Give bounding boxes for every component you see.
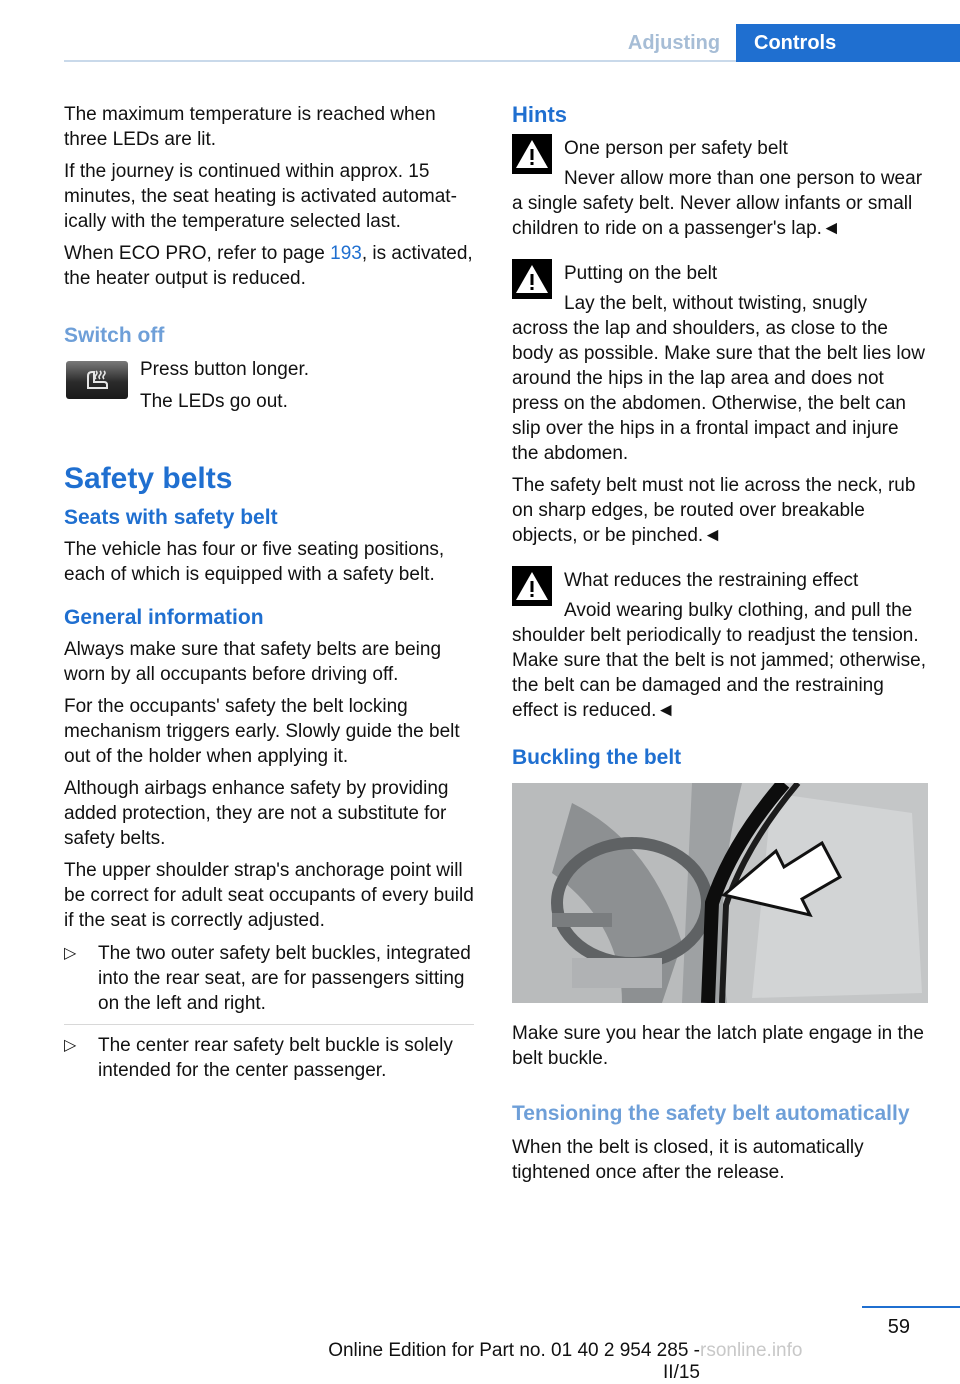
watermark: rsonline.info bbox=[700, 1340, 803, 1361]
tension-heading: Tensioning the safety belt automatically bbox=[512, 1102, 910, 1125]
list-item: ▷ The center rear safety belt buckle is solely intended for the center passenger. bbox=[64, 1035, 453, 1081]
warning-title: One person per safety belt bbox=[564, 138, 788, 159]
switch-off-step: The LEDs go out. bbox=[140, 391, 288, 412]
list-item: ▷ The two outer safety belt buckles, integrated into the rear seat, are for passengers sitting on the left and right. bbox=[64, 943, 471, 1014]
paragraph: The upper shoulder strap's anchorage point will be correct for adult seat occupants of every build if the seat is correctly adjusted. bbox=[64, 860, 474, 931]
warning-body: Avoid wearing bulky clothing, and pull the shoulder belt periodically to readjust the tension. Make sure that the belt is not jammed; otherwise, the belt can be damaged and the restraining effect is reduced.◄ bbox=[512, 600, 926, 721]
safety-belts-heading: Safety belts bbox=[64, 462, 233, 495]
switch-off-heading: Switch off bbox=[64, 324, 165, 347]
bullet-triangle-icon: ▷ bbox=[64, 1037, 77, 1054]
paragraph: The maximum temperature is reached when three LEDs are lit. bbox=[64, 104, 436, 150]
seat-heating-button-icon bbox=[66, 361, 128, 399]
edition-text: Online Edition for Part no. 01 40 2 954 285 - II/15 bbox=[328, 1340, 700, 1383]
paragraph: When the belt is closed, it is automatically tightened once after the release. bbox=[512, 1137, 864, 1183]
warning-body: Lay the belt, without twisting, snugly across the lap and shoulders, as close to the body as possible. Make sure that the belt lies low around the hips in the lap area and does not press on the abdomen. Otherwise, the belt can slip over the hips in a frontal impact and injure the abdomen. bbox=[512, 293, 925, 464]
bullet-triangle-icon: ▷ bbox=[64, 945, 77, 962]
paragraph: If the journey is continued within approx. 15 minutes, the seat heating is activated automatically with the temperature selected last. bbox=[64, 161, 457, 232]
buckling-heading: Buckling the belt bbox=[512, 746, 682, 769]
paragraph: The vehicle has four or five seating positions, each of which is equipped with a safety belt. bbox=[64, 539, 445, 585]
page-number: 59 bbox=[887, 1316, 910, 1338]
divider bbox=[64, 1024, 474, 1025]
warning-triangle-icon bbox=[512, 259, 552, 299]
page-link[interactable]: 193 bbox=[330, 243, 362, 264]
footer-rule bbox=[862, 1306, 960, 1308]
seats-heading: Seats with safety belt bbox=[64, 506, 278, 529]
hints-heading: Hints bbox=[512, 102, 567, 127]
paragraph: When ECO PRO, refer to page 193, is activated, the heater output is reduced. bbox=[64, 243, 473, 289]
paragraph: Always make sure that safety belts are being worn by all occupants before driving off. bbox=[64, 639, 442, 685]
paragraph: Make sure you hear the latch plate engage in the belt buckle. bbox=[512, 1023, 924, 1069]
right-column bbox=[512, 102, 928, 1192]
paragraph: For the occupants' safety the belt locking mechanism triggers early. Slowly guide the belt out of the holder when applying it. bbox=[64, 696, 460, 767]
tab-adjusting[interactable]: Adjusting bbox=[627, 32, 721, 54]
switch-off-step: Press button longer. bbox=[140, 359, 309, 380]
warning-title: Putting on the belt bbox=[564, 263, 718, 284]
general-heading: General information bbox=[64, 606, 264, 629]
left-column bbox=[64, 102, 474, 1091]
warning-triangle-icon bbox=[512, 134, 552, 174]
warning-title: What reduces the restraining effect bbox=[564, 570, 859, 591]
warning-triangle-icon bbox=[512, 566, 552, 606]
tab-controls[interactable]: Controls bbox=[736, 24, 960, 62]
warning-body: Never allow more than one person to wear a single safety belt. Never allow infants or small children to ride on a passenger's lap.◄ bbox=[512, 168, 923, 239]
seat-belt-photo bbox=[512, 783, 928, 1003]
bullet-list bbox=[64, 941, 474, 1083]
warning-body: The safety belt must not lie across the neck, rub on sharp edges, be routed over breakable objects, or be pinched.◄ bbox=[512, 475, 916, 546]
switch-off-row bbox=[64, 357, 474, 421]
paragraph: Although airbags enhance safety by providing added protection, they are not a substitute for safety belts. bbox=[64, 778, 449, 849]
